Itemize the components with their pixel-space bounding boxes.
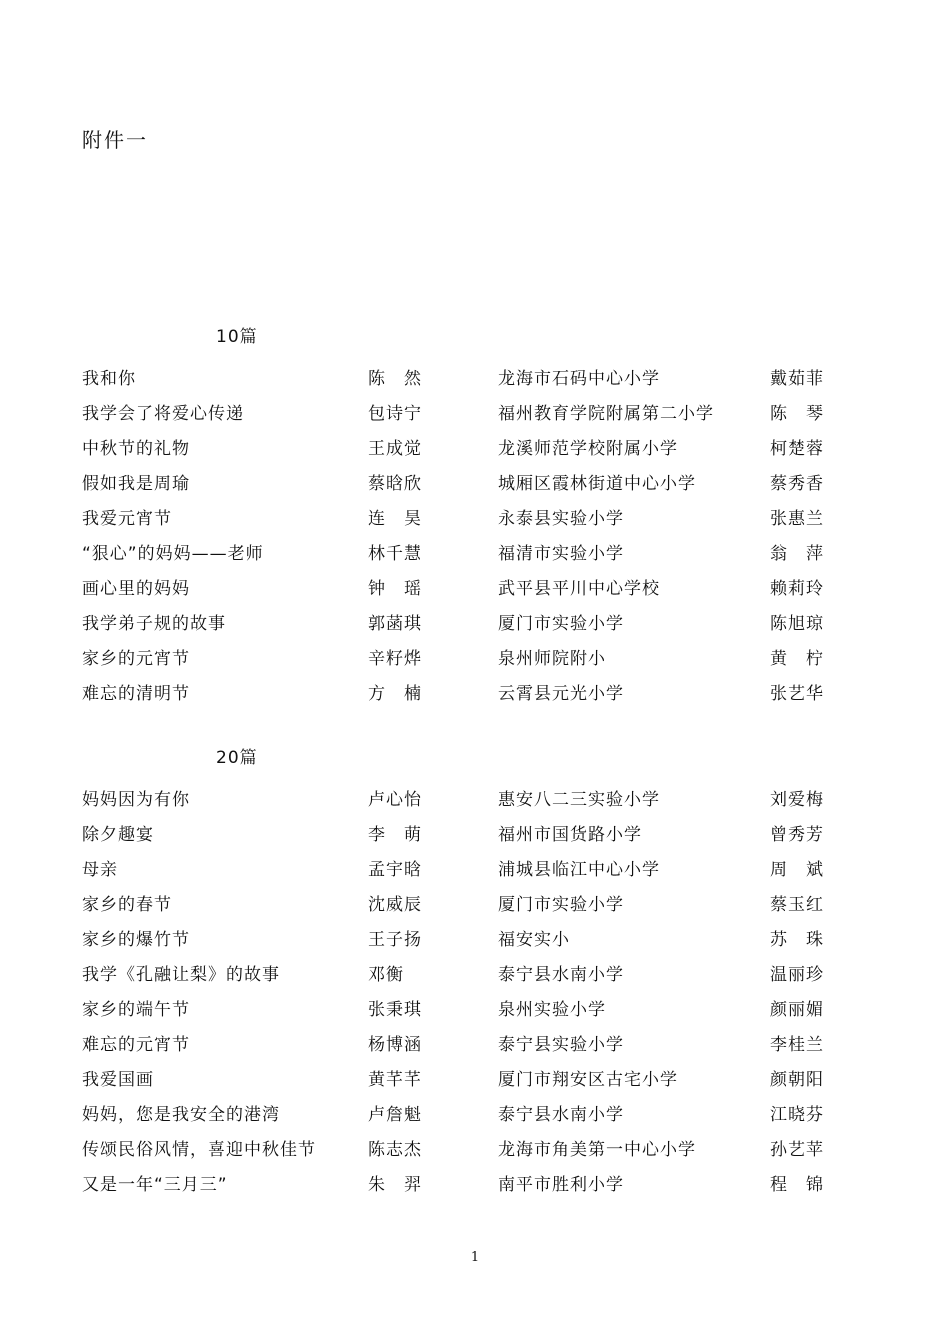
section-header [0, 322, 950, 357]
section-header [0, 743, 950, 778]
entry-teacher: 蔡秀香 [770, 474, 824, 494]
entry-teacher: 蔡玉红 [770, 895, 824, 915]
table-row [0, 609, 950, 644]
entry-title: 我学弟子规的故事 [82, 614, 226, 634]
entry-teacher: 孙艺苹 [770, 1140, 824, 1160]
entry-title: 家乡的端午节 [82, 1000, 190, 1020]
entry-author: 邓衡 [368, 965, 404, 985]
entry-teacher: 陈旭琼 [770, 614, 824, 634]
attachment-label: 附件一 [82, 128, 148, 152]
entry-title: 画心里的妈妈 [82, 579, 190, 599]
entry-author: 黄芊芊 [368, 1070, 422, 1090]
entry-title: 我爱元宵节 [82, 509, 172, 529]
entry-school: 永泰县实验小学 [498, 509, 624, 529]
entry-school: 龙海市石码中心小学 [498, 369, 660, 389]
entry-title: 除夕趣宴 [82, 825, 154, 845]
entry-teacher: 陈 琴 [770, 404, 824, 424]
entry-author: 连 昊 [368, 509, 422, 529]
entry-teacher: 温丽珍 [770, 965, 824, 985]
table-row [0, 855, 950, 890]
entry-title: 中秋节的礼物 [82, 439, 190, 459]
entry-school: 福州教育学院附属第二小学 [498, 404, 714, 424]
entry-school: 泉州实验小学 [498, 1000, 606, 1020]
entry-author: 沈威辰 [368, 895, 422, 915]
entry-teacher: 苏 珠 [770, 930, 824, 950]
entry-teacher: 程 锦 [770, 1175, 824, 1195]
section-count: 10篇 [216, 327, 258, 347]
entry-teacher: 戴茹菲 [770, 369, 824, 389]
entry-teacher: 颜丽媚 [770, 1000, 824, 1020]
entry-author: 包诗宁 [368, 404, 422, 424]
entry-author: 陈志杰 [368, 1140, 422, 1160]
entry-school: 武平县平川中心学校 [498, 579, 660, 599]
entry-school: 惠安八二三实验小学 [498, 790, 660, 810]
entry-author: 卢詹魁 [368, 1105, 422, 1125]
entry-author: 卢心怡 [368, 790, 422, 810]
entry-school: 南平市胜利小学 [498, 1175, 624, 1195]
table-row [0, 1065, 950, 1100]
entry-title: 母亲 [82, 860, 118, 880]
entry-author: 王子扬 [368, 930, 422, 950]
entry-title: “狠心”的妈妈——老师 [82, 544, 264, 564]
entry-teacher: 张惠兰 [770, 509, 824, 529]
entry-school: 厦门市翔安区古宅小学 [498, 1070, 678, 1090]
table-row [0, 679, 950, 714]
entry-teacher: 江晓芬 [770, 1105, 824, 1125]
entry-teacher: 柯楚蓉 [770, 439, 824, 459]
entry-teacher: 张艺华 [770, 684, 824, 704]
entry-teacher: 赖莉玲 [770, 579, 824, 599]
table-row [0, 539, 950, 574]
entry-teacher: 翁 萍 [770, 544, 824, 564]
table-row [0, 504, 950, 539]
table-row [0, 960, 950, 995]
table-row [0, 995, 950, 1030]
entry-school: 福州市国货路小学 [498, 825, 642, 845]
entry-author: 朱 羿 [368, 1175, 422, 1195]
entry-school: 福安实小 [498, 930, 570, 950]
table-row [0, 1030, 950, 1065]
table-row [0, 820, 950, 855]
section-count: 20篇 [216, 748, 258, 768]
entry-title: 我和你 [82, 369, 136, 389]
entry-author: 蔡晗欣 [368, 474, 422, 494]
entry-teacher: 李桂兰 [770, 1035, 824, 1055]
entry-title: 家乡的春节 [82, 895, 172, 915]
entry-school: 云霄县元光小学 [498, 684, 624, 704]
table-row [0, 1135, 950, 1170]
table-row [0, 469, 950, 504]
entry-title: 妈妈，您是我安全的港湾 [82, 1105, 280, 1125]
entry-title: 难忘的元宵节 [82, 1035, 190, 1055]
entry-teacher: 刘爱梅 [770, 790, 824, 810]
entry-title: 家乡的元宵节 [82, 649, 190, 669]
entry-author: 钟 瑶 [368, 579, 422, 599]
entry-teacher: 周 斌 [770, 860, 824, 880]
entry-school: 厦门市实验小学 [498, 895, 624, 915]
page-number: 1 [470, 1250, 480, 1265]
entry-title: 我爱国画 [82, 1070, 154, 1090]
entry-title: 我学《孔融让梨》的故事 [82, 965, 280, 985]
table-row [0, 574, 950, 609]
entry-author: 王成觉 [368, 439, 422, 459]
entry-school: 泰宁县水南小学 [498, 1105, 624, 1125]
entry-school: 浦城县临江中心小学 [498, 860, 660, 880]
table-row [0, 925, 950, 960]
entry-author: 郭菡琪 [368, 614, 422, 634]
table-row [0, 434, 950, 469]
table-row [0, 644, 950, 679]
entry-title: 难忘的清明节 [82, 684, 190, 704]
entry-author: 方 楠 [368, 684, 422, 704]
entry-teacher: 黄 柠 [770, 649, 824, 669]
entry-teacher: 曾秀芳 [770, 825, 824, 845]
entry-school: 厦门市实验小学 [498, 614, 624, 634]
table-row [0, 399, 950, 434]
table-row [0, 364, 950, 399]
entry-author: 陈 然 [368, 369, 422, 389]
entry-author: 辛籽烨 [368, 649, 422, 669]
entry-school: 泰宁县实验小学 [498, 1035, 624, 1055]
entry-title: 传颂民俗风情，喜迎中秋佳节 [82, 1140, 316, 1160]
table-row [0, 1170, 950, 1205]
entry-title: 又是一年“三月三” [82, 1175, 228, 1195]
entry-school: 龙溪师范学校附属小学 [498, 439, 678, 459]
entry-author: 杨博涵 [368, 1035, 422, 1055]
entry-title: 妈妈因为有你 [82, 790, 190, 810]
entry-title: 我学会了将爱心传递 [82, 404, 244, 424]
entry-teacher: 颜朝阳 [770, 1070, 824, 1090]
table-row [0, 785, 950, 820]
entry-author: 李 萌 [368, 825, 422, 845]
entry-title: 假如我是周瑜 [82, 474, 190, 494]
entry-title: 家乡的爆竹节 [82, 930, 190, 950]
entry-school: 福清市实验小学 [498, 544, 624, 564]
entry-author: 林千慧 [368, 544, 422, 564]
table-row [0, 1100, 950, 1135]
entry-author: 孟宇晗 [368, 860, 422, 880]
entry-author: 张秉琪 [368, 1000, 422, 1020]
table-row [0, 890, 950, 925]
entry-school: 城厢区霞林街道中心小学 [498, 474, 696, 494]
entry-school: 龙海市角美第一中心小学 [498, 1140, 696, 1160]
entry-school: 泰宁县水南小学 [498, 965, 624, 985]
entry-school: 泉州师院附小 [498, 649, 606, 669]
